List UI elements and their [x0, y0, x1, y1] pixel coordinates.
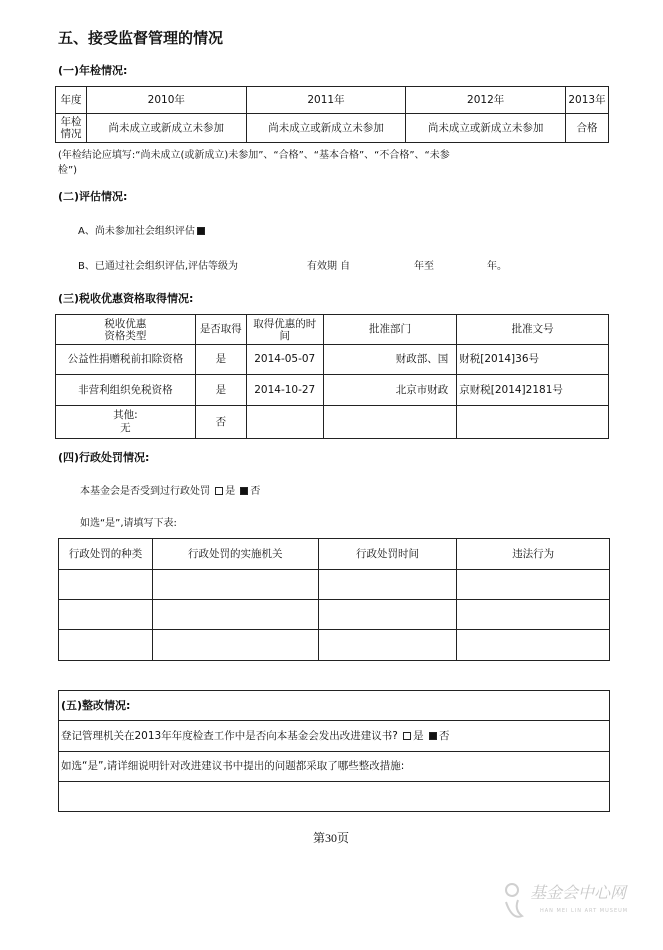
option-b-year-to: 年至: [414, 261, 434, 272]
evaluation-option-b: [78, 257, 238, 272]
tax-obtained-cell: 是: [195, 375, 246, 406]
penalty-table: [58, 538, 610, 661]
annual-inspection-table: [55, 86, 609, 143]
rectification-answer-cell: [59, 782, 610, 812]
col-obtained-header: 是否取得: [195, 315, 246, 345]
penalty-col-violation: 违法行为: [457, 539, 610, 570]
year-header-cell: 年度: [56, 87, 87, 114]
option-a-checkbox[interactable]: [197, 227, 205, 235]
empty-cell: [59, 570, 153, 600]
watermark: [500, 868, 640, 938]
year-cell: 2012年: [406, 87, 566, 114]
tax-other-obtained: 否: [195, 406, 246, 439]
col-type-line2: 资格类型: [104, 329, 147, 342]
tax-dept-cell: 北京市财政: [323, 375, 457, 406]
year-cell: 2013年: [566, 87, 609, 114]
tax-empty-cell: [246, 406, 323, 439]
tax-doc-cell: 财税[2014]36号: [457, 345, 609, 375]
year-cell: 2010年: [86, 87, 246, 114]
tax-empty-cell: [457, 406, 609, 439]
table-row: [59, 691, 610, 721]
tax-type-cell: 非营利组织免税资格: [56, 375, 196, 406]
rectification-question-cell: [59, 721, 610, 752]
evaluation-heading: (二)评估情况:: [58, 190, 128, 203]
empty-cell: [152, 600, 318, 630]
option-a-label: A、尚未参加社会组织评估: [78, 226, 195, 237]
empty-cell: [152, 630, 318, 661]
inspection-note-line2: 检”): [58, 165, 78, 176]
table-row: [59, 782, 610, 812]
watermark-logo-icon: [500, 876, 530, 926]
watermark-title: 基金会中心网: [530, 883, 627, 902]
option-b-prefix: B、已通过社会组织评估,评估等级为: [78, 261, 239, 272]
rectification-table: [58, 690, 610, 812]
col-type-line1: 税收优惠: [104, 317, 147, 330]
tax-heading: (三)税收优惠资格取得情况:: [58, 292, 194, 305]
table-row: [56, 114, 609, 143]
table-row: [56, 406, 609, 439]
annual-inspection-heading: (一)年检情况:: [58, 64, 128, 77]
page-number: 第30页: [313, 831, 350, 845]
empty-cell: [457, 570, 610, 600]
tax-time-cell: 2014-10-27: [246, 375, 323, 406]
empty-cell: [59, 630, 153, 661]
table-row: [56, 375, 609, 406]
penalty-no-label: 否: [250, 486, 261, 497]
rectification-heading: (五)整改情况:: [59, 691, 610, 721]
empty-cell: [318, 600, 457, 630]
tax-empty-cell: [323, 406, 457, 439]
tax-type-cell: 公益性捐赠税前扣除资格: [56, 345, 196, 375]
inspection-header-cell: 年检情况: [56, 114, 87, 143]
col-type-header: [56, 315, 196, 345]
result-cell: 尚未成立或新成立未参加: [246, 114, 406, 143]
table-row: [56, 87, 609, 114]
penalty-question-line: [80, 482, 260, 497]
table-row: [56, 345, 609, 375]
table-row: [59, 600, 610, 630]
penalty-yes-label: 是: [225, 486, 236, 497]
tax-doc-cell: 京财税[2014]2181号: [457, 375, 609, 406]
empty-cell: [318, 630, 457, 661]
table-row: [56, 315, 609, 345]
col-doc-header: 批准文号: [457, 315, 609, 345]
penalty-instruction: 如选“是”,请填写下表:: [80, 518, 177, 529]
tax-table: [55, 314, 609, 439]
penalty-heading: (四)行政处罚情况:: [58, 451, 150, 464]
option-b-valid: 有效期 自: [307, 261, 351, 272]
empty-cell: [318, 570, 457, 600]
watermark-subtitle: HAN MEI LIN ART MUSEUM: [540, 908, 629, 914]
rectification-no-label: 否: [438, 729, 450, 742]
option-b-year-end: 年。: [487, 261, 507, 272]
tax-other-cell: [56, 406, 196, 439]
penalty-col-type: 行政处罚的种类: [59, 539, 153, 570]
table-row: [59, 539, 610, 570]
tax-other-label: 其他:: [113, 409, 138, 421]
rectification-question: 登记管理机关在2013年年度检查工作中是否向本基金会发出改进建议书?: [61, 729, 398, 742]
rectification-yes-label: 是: [413, 729, 424, 742]
tax-dept-cell: 财政部、国: [323, 345, 457, 375]
result-cell: 合格: [566, 114, 609, 143]
col-time-line1: 取得优惠的时: [253, 317, 317, 330]
penalty-question: 本基金会是否受到过行政处罚: [80, 486, 210, 497]
penalty-col-time: 行政处罚时间: [318, 539, 457, 570]
penalty-yes-checkbox[interactable]: [215, 487, 223, 495]
result-cell: 尚未成立或新成立未参加: [406, 114, 566, 143]
table-row: [59, 570, 610, 600]
tax-time-cell: 2014-05-07: [246, 345, 323, 375]
section-title: 五、接受监督管理的情况: [58, 29, 224, 47]
table-row: [59, 721, 610, 752]
table-row: [59, 752, 610, 782]
col-time-line2: 间: [279, 329, 290, 342]
rectification-yes-checkbox[interactable]: [403, 732, 411, 740]
penalty-col-agency: 行政处罚的实施机关: [152, 539, 318, 570]
empty-cell: [59, 600, 153, 630]
tax-other-value: 无: [120, 422, 131, 434]
year-cell: 2011年: [246, 87, 406, 114]
result-cell: 尚未成立或新成立未参加: [86, 114, 246, 143]
inspection-note-line1: (年检结论应填写:“尚未成立(或新成立)未参加”、“合格”、“基本合格”、“不合格”、“未参: [58, 150, 450, 161]
rectification-no-checkbox[interactable]: [429, 732, 437, 740]
col-dept-header: 批准部门: [323, 315, 457, 345]
empty-cell: [457, 630, 610, 661]
rectification-instruction: 如选“是”,请详细说明针对改进建议书中提出的问题都采取了哪些整改措施:: [59, 752, 610, 782]
table-row: [59, 630, 610, 661]
penalty-no-checkbox[interactable]: [240, 487, 248, 495]
evaluation-option-a[interactable]: [78, 222, 207, 237]
col-time-header: [246, 315, 323, 345]
empty-cell: [457, 600, 610, 630]
empty-cell: [152, 570, 318, 600]
tax-obtained-cell: 是: [195, 345, 246, 375]
